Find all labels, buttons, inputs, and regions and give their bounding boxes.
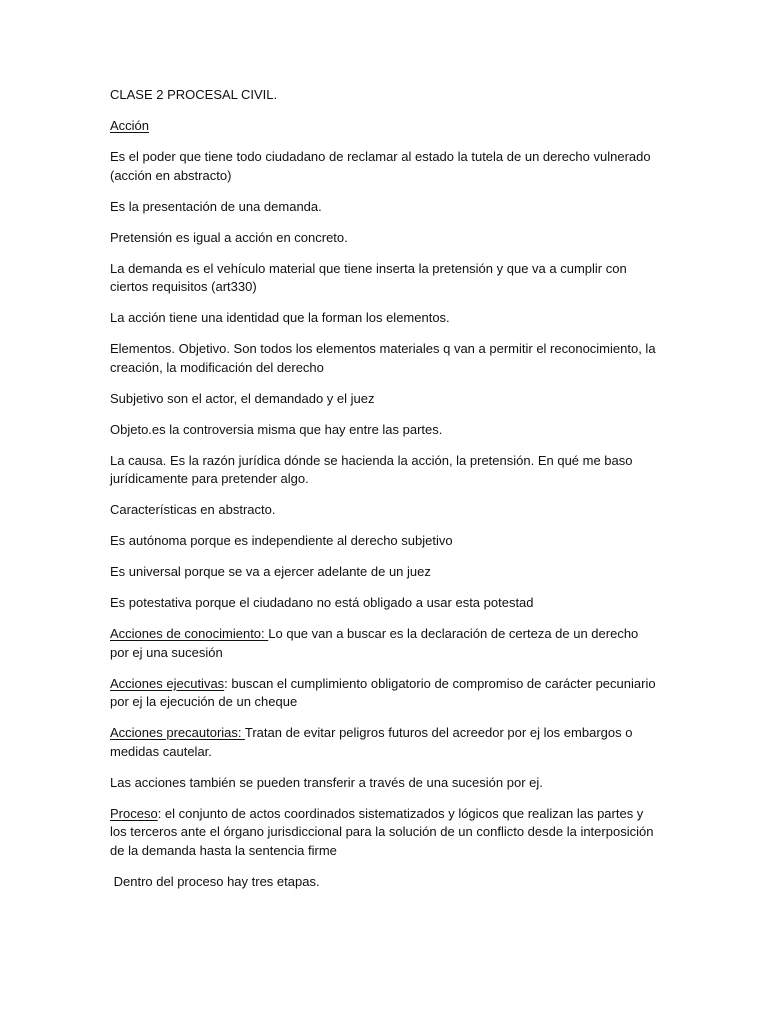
paragraph-17: Las acciones también se pueden transferir a través de una sucesión por ej. — [110, 774, 543, 790]
heading-accion — [110, 117, 660, 136]
document-title: CLASE 2 PROCESAL CIVIL. — [110, 87, 278, 102]
heading-accion-text: Acción — [110, 118, 150, 133]
paragraph-1: Es el poder que tiene todo ciudadano de reclamar al estado la tutela de un derecho vulnerado (acción en abstracto) — [110, 149, 651, 183]
paragraph-16-label: Acciones precautorias: — [110, 725, 245, 740]
paragraph-10: Características en abstracto. — [110, 502, 276, 517]
paragraph-2: Es la presentación de una demanda. — [110, 198, 322, 214]
paragraph-7: Subjetivo son el actor, el demandado y el juez — [110, 390, 375, 406]
paragraph-14 — [110, 625, 660, 662]
paragraph-9: La causa. Es la razón jurídica dónde se hacienda la acción, la pretensión. En qué me baso jurídicamente para pretender algo. — [110, 452, 633, 486]
paragraph-16 — [110, 724, 660, 761]
paragraph-18 — [110, 805, 660, 861]
paragraph-14-text: Lo que van a buscar es la declaración de certeza de un derecho por ej una sucesión — [110, 626, 639, 660]
paragraph-11: Es autónoma porque es independiente al derecho subjetivo — [110, 533, 453, 548]
document-page — [110, 86, 660, 904]
paragraph-16-text: Tratan de evitar peligros futuros del acreedor por ej los embargos o medidas cautelar. — [110, 725, 633, 759]
paragraph-14-label: Acciones de conocimiento: — [110, 626, 269, 641]
paragraph-6: Elementos. Objetivo. Son todos los elementos materiales q van a permitir el reconocimiento, la creación, la modificación del derecho — [110, 341, 656, 375]
paragraph-12: Es universal porque se va a ejercer adelante de un juez — [110, 564, 431, 579]
paragraph-4: La demanda es el vehículo material que tiene inserta la pretensión y que va a cumplir con ciertos requisitos (art330) — [110, 260, 627, 294]
paragraph-18-text: : el conjunto de actos coordinados sistematizados y lógicos que realizan las partes y los terceros ante el órgano jurisdiccional para la solución de un conflicto desde la interposición de la demanda hasta la sentencia firme — [110, 805, 654, 858]
paragraph-13: Es potestativa porque el ciudadano no está obligado a usar esta potestad — [110, 595, 534, 610]
paragraph-8: Objeto.es la controversia misma que hay entre las partes. — [110, 421, 443, 437]
paragraph-15-label: Acciones ejecutivas — [110, 675, 225, 691]
paragraph-15-text: : buscan el cumplimiento obligatorio de compromiso de carácter pecuniario por ej la ejecución de un cheque — [110, 675, 656, 709]
paragraph-18-label: Proceso — [110, 805, 158, 821]
paragraph-19: Dentro del proceso hay tres etapas. — [110, 873, 320, 889]
paragraph-3: Pretensión es igual a acción en concreto. — [110, 229, 348, 245]
paragraph-5: La acción tiene una identidad que la forman los elementos. — [110, 310, 450, 325]
paragraph-15 — [110, 675, 660, 712]
